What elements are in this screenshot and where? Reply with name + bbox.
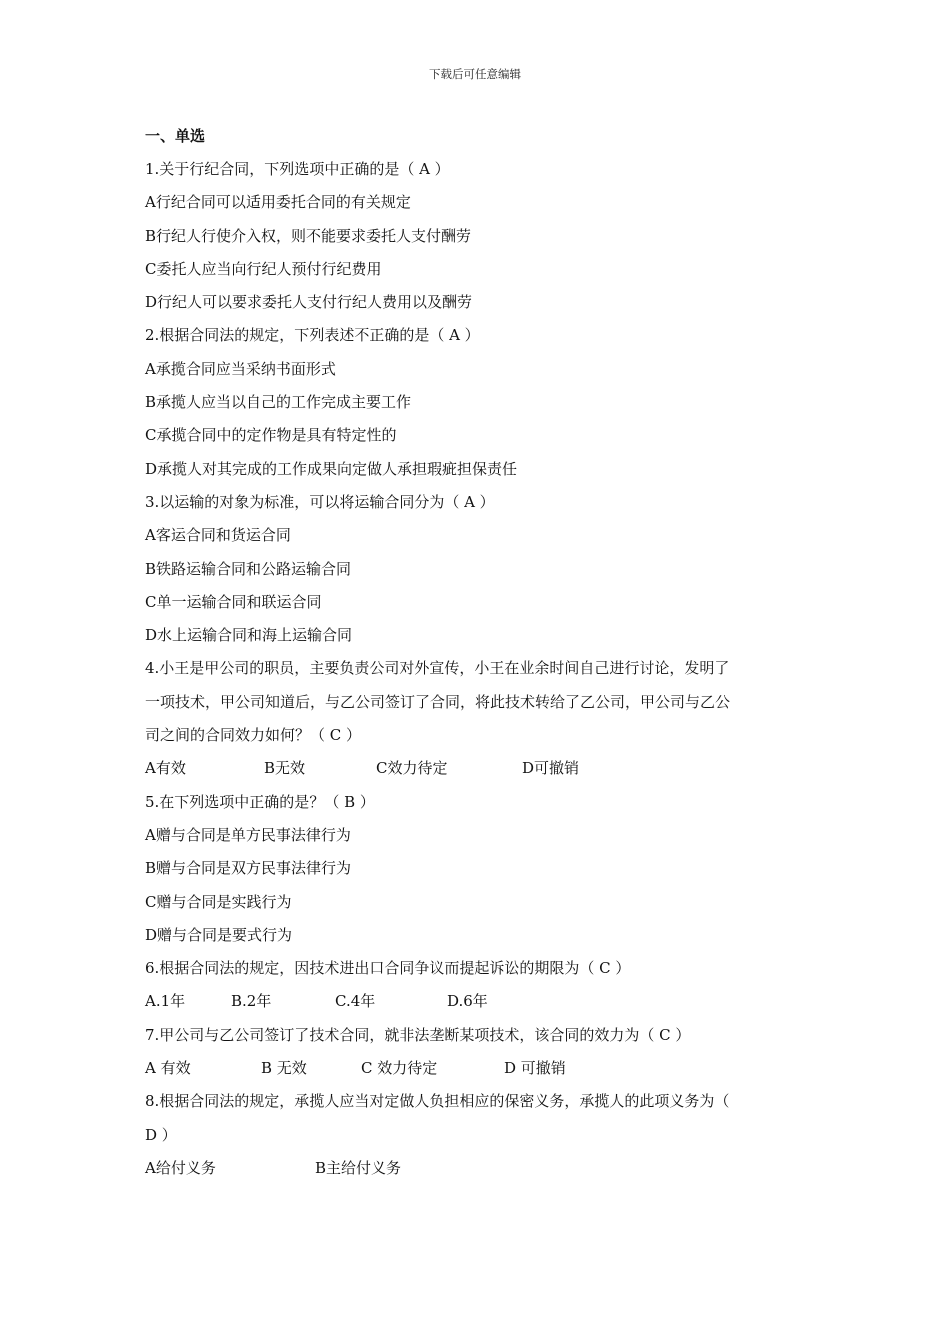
question-8-option-a: A给付义务 xyxy=(145,1158,216,1177)
question-6-stem: 6.根据合同法的规定，因技术进出口合同争议而提起诉讼的期限为（ C ） xyxy=(145,959,631,978)
question-2-option-b: B承揽人应当以自己的工作完成主要工作 xyxy=(145,393,412,412)
question-5-option-c: C赠与合同是实践行为 xyxy=(145,892,292,911)
question-5-option-a: A赠与合同是单方民事法律行为 xyxy=(145,825,351,844)
page-header: 下载后可任意编辑 xyxy=(429,67,521,81)
question-8-options xyxy=(145,1152,815,1185)
question-3-option-b: B铁路运输合同和公路运输合同 xyxy=(145,559,352,578)
question-8-stem-line-2: D ） xyxy=(145,1125,177,1144)
question-7-stem: 7.甲公司与乙公司签订了技术合同，就非法垄断某项技术，该合同的效力为（ C ） xyxy=(145,1025,691,1044)
section-title: 一、单选 xyxy=(145,127,206,145)
question-3-option-c: C单一运输合同和联运合同 xyxy=(145,592,322,611)
question-1-option-d: D行纪人可以要求委托人支付行纪人费用以及酬劳 xyxy=(145,293,473,312)
question-7-option-d: D 可撤销 xyxy=(504,1059,566,1078)
question-4-options xyxy=(145,752,815,785)
question-4-stem-line-2: 一项技术，甲公司知道后，与乙公司签订了合同，将此技术转给了乙公司，甲公司与乙公 xyxy=(145,692,731,711)
question-5-option-b: B赠与合同是双方民事法律行为 xyxy=(145,859,352,878)
question-1-option-c: C委托人应当向行纪人预付行纪费用 xyxy=(145,259,382,278)
question-6-option-d: D.6年 xyxy=(447,992,488,1011)
question-6-options xyxy=(145,985,815,1018)
question-5-stem: 5.在下列选项中正确的是？（ B ） xyxy=(145,792,375,811)
question-4-option-a: A有效 xyxy=(145,759,186,778)
question-6-option-a: A.1年 xyxy=(145,992,186,1011)
question-7-option-b: B 无效 xyxy=(261,1059,307,1078)
question-2-option-d: D承揽人对其完成的工作成果向定做人承担瑕疵担保责任 xyxy=(145,459,518,478)
question-4-option-c: C效力待定 xyxy=(376,759,448,778)
question-7-options xyxy=(145,1052,815,1085)
question-8-option-b: B主给付义务 xyxy=(315,1158,402,1177)
question-1-option-a: A行纪合同可以适用委托合同的有关规定 xyxy=(145,193,411,212)
question-3-option-d: D水上运输合同和海上运输合同 xyxy=(145,626,353,645)
question-8-stem-line-1: 8.根据合同法的规定，承揽人应当对定做人负担相应的保密义务，承揽人的此项义务为（ xyxy=(145,1092,730,1111)
question-4-stem-line-3: 司之间的合同效力如何？（ C ） xyxy=(145,726,362,745)
question-5-option-d: D赠与合同是要式行为 xyxy=(145,925,293,944)
question-6-option-b: B.2年 xyxy=(231,992,272,1011)
question-1-option-b: B行纪人行使介入权，则不能要求委托人支付酬劳 xyxy=(145,226,472,245)
question-4-option-b: B无效 xyxy=(264,759,306,778)
question-2-stem: 2.根据合同法的规定，下列表述不正确的是（ A ） xyxy=(145,326,480,345)
question-7-option-a: A 有效 xyxy=(145,1059,191,1078)
question-6-option-c: C.4年 xyxy=(335,992,376,1011)
question-2-option-c: C承揽合同中的定作物是具有特定性的 xyxy=(145,426,397,445)
question-1-stem: 1.关于行纪合同，下列选项中正确的是（ A ） xyxy=(145,160,450,178)
document-body xyxy=(145,120,815,1185)
question-4-option-d: D可撤销 xyxy=(522,759,580,778)
question-3-option-a: A客运合同和货运合同 xyxy=(145,526,291,545)
question-4-stem-line-1: 4.小王是甲公司的职员，主要负责公司对外宣传，小王在业余时间自己进行讨论，发明了 xyxy=(145,659,730,678)
question-7-option-c: C 效力待定 xyxy=(361,1059,438,1078)
question-3-stem: 3.以运输的对象为标准，可以将运输合同分为（ A ） xyxy=(145,492,495,511)
question-2-option-a: A承揽合同应当采纳书面形式 xyxy=(145,359,336,378)
